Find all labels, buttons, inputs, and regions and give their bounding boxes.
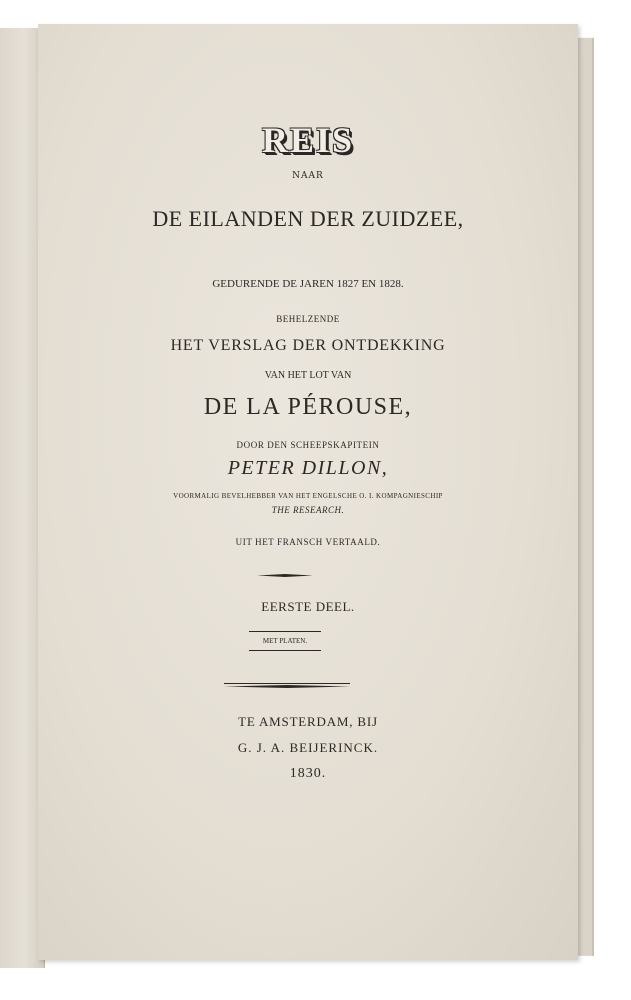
behelzende-line: BEHELZENDE (276, 314, 340, 324)
imprint-place: TE AMSTERDAM, BIJ (238, 714, 378, 729)
main-title: REIS (261, 120, 355, 160)
door-line: DOOR DEN SCHEEPSKAPITEIN (236, 440, 380, 450)
subtitle: DE EILANDEN DER ZUIDZEE, (152, 206, 464, 231)
title-page (38, 24, 578, 960)
volume-line: EERSTE DEEL. (261, 599, 355, 614)
period-line: GEDURENDE DE JAREN 1827 EN 1828. (212, 278, 404, 290)
plates-note: MET PLATEN. (249, 631, 321, 651)
title-page-content (38, 24, 558, 960)
imprint-year: 1830. (289, 766, 327, 781)
naar-line: NAAR (292, 171, 324, 181)
author-name: PETER DILLON, (227, 457, 389, 479)
author-description: VOORMALIG BEVELHEBBER VAN HET ENGELSCHE O. I. KOMPAGNIESCHIP (173, 492, 443, 500)
perouse-line: DE LA PÉROUSE, (203, 394, 413, 420)
translation-line: UIT HET FRANSCH VERTAALD. (235, 537, 381, 547)
verslag-line: HET VERSLAG DER ONTDEKKING (170, 337, 446, 354)
thick-rule (224, 683, 350, 688)
diamond-rule (257, 574, 313, 577)
ship-name: THE RESEARCH. (271, 505, 345, 515)
imprint-publisher: G. J. A. BEIJERINCK. (237, 740, 379, 755)
lot-van-line: VAN HET LOT VAN (264, 370, 352, 381)
